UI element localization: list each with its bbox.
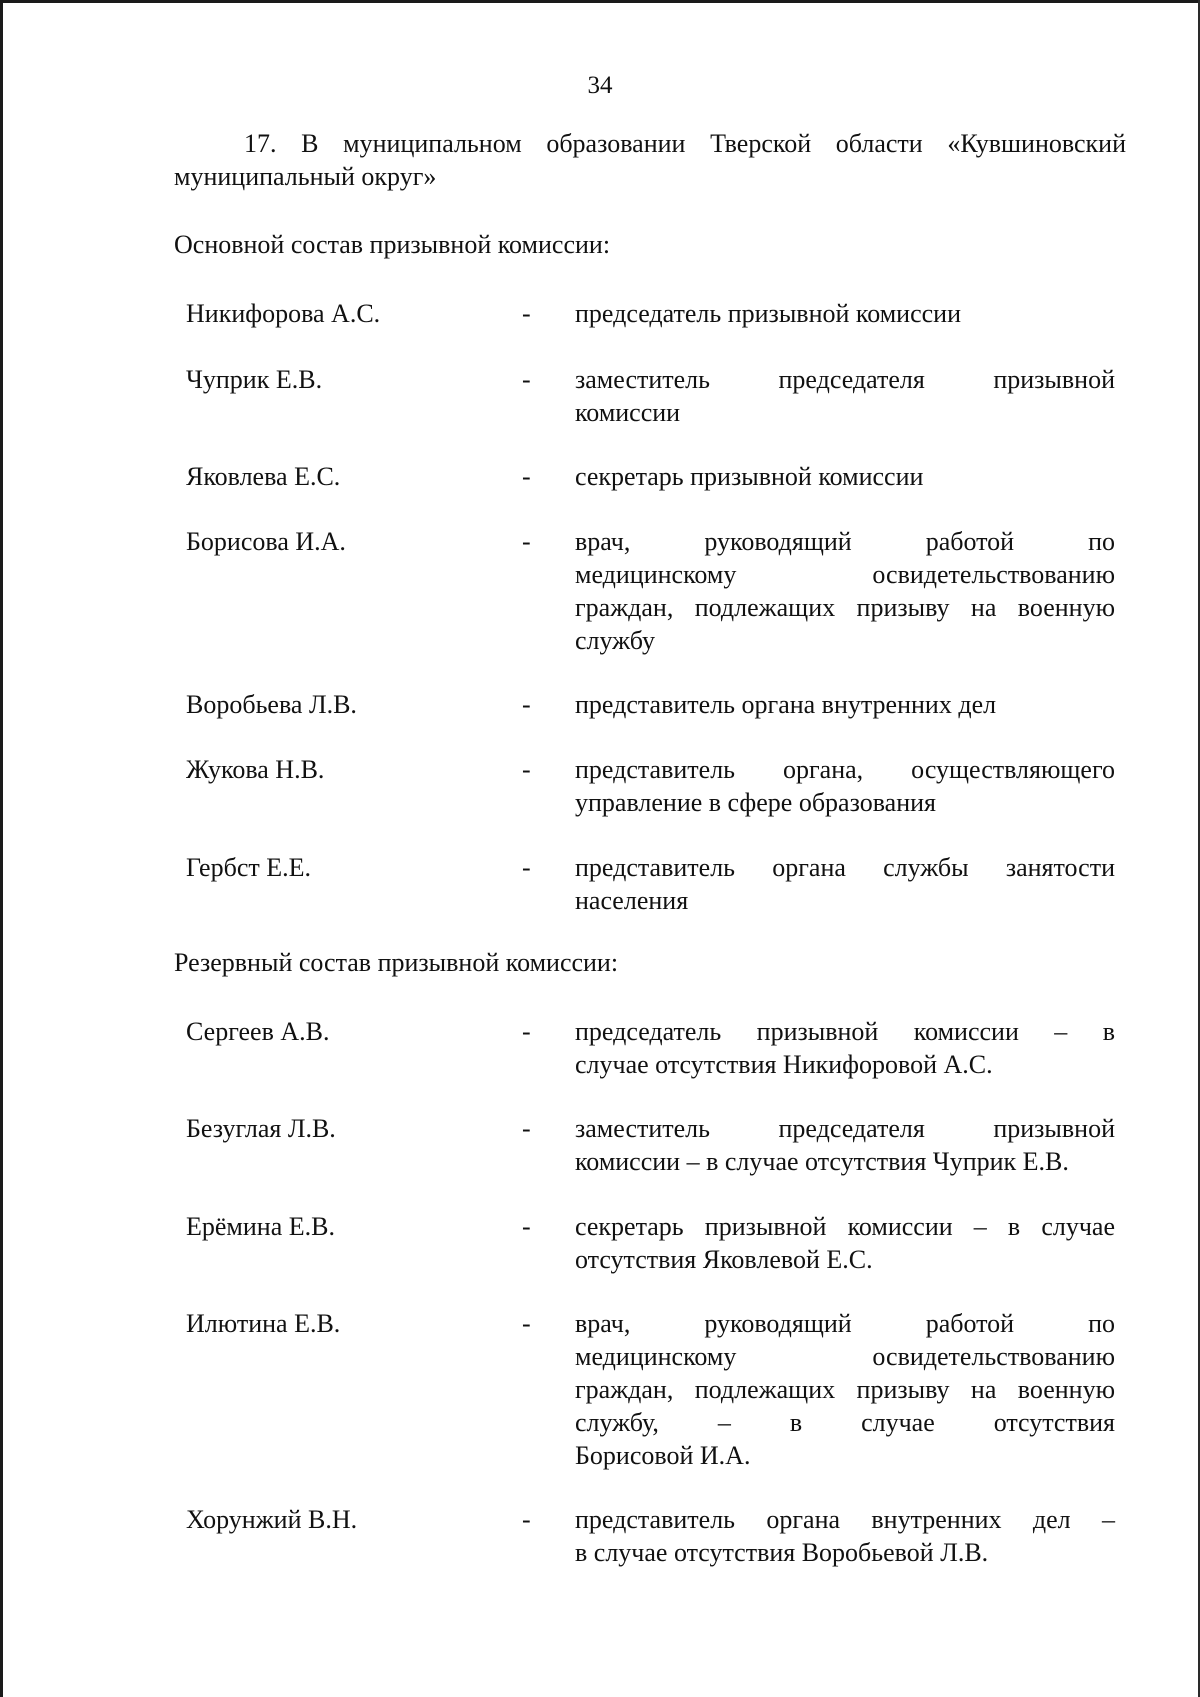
member-dash: - <box>522 365 531 394</box>
member-role <box>575 1210 1115 1276</box>
member-dash: - <box>522 299 531 328</box>
member-dash: - <box>522 1114 531 1143</box>
member-name: Жукова Н.В. <box>186 755 325 784</box>
member-name: Безуглая Л.В. <box>186 1114 336 1143</box>
member-role-line: населения <box>575 886 689 915</box>
member-dash: - <box>522 755 531 784</box>
member-role <box>575 363 1115 429</box>
member-role-line: заместитель председателя призывной <box>575 365 1115 394</box>
member-name: Никифорова А.С. <box>186 299 381 328</box>
member-role-line: медицинскому освидетельствованию <box>575 560 1115 589</box>
member-role-line: граждан, подлежащих призыву на военную <box>575 593 1115 622</box>
member-name: Яковлева Е.С. <box>186 462 341 491</box>
member-dash: - <box>522 853 531 882</box>
member-dash: - <box>522 1309 531 1338</box>
member-role-line: представитель органа службы занятости <box>575 853 1115 882</box>
scan-border-left <box>0 0 3 1697</box>
member-dash: - <box>522 1212 531 1241</box>
member-role <box>575 851 1115 917</box>
member-role-line: представитель органа внутренних дел <box>575 690 997 719</box>
member-role-line: комиссии – в случае отсутствия Чуприк Е.В. <box>575 1147 1069 1176</box>
member-role <box>575 525 1115 657</box>
member-dash: - <box>522 1017 531 1046</box>
member-name: Илютина Е.В. <box>186 1309 341 1338</box>
member-dash: - <box>522 1505 531 1534</box>
member-role-line: службу <box>575 626 656 655</box>
member-role-line: врач, руководящий работой по <box>575 1309 1115 1338</box>
member-role-line: отсутствия Яковлевой Е.С. <box>575 1245 873 1274</box>
member-name: Чуприк Е.В. <box>186 365 323 394</box>
main-composition-title: Основной состав призывной комиссии: <box>174 230 611 259</box>
member-role-line: управление в сфере образования <box>575 788 936 817</box>
member-role <box>575 297 1115 330</box>
member-role-line: представитель органа внутренних дел – <box>575 1505 1115 1534</box>
member-role-line: представитель органа, осуществляющего <box>575 755 1115 784</box>
member-dash: - <box>522 462 531 491</box>
member-role <box>575 1503 1115 1569</box>
member-role-line: секретарь призывной комиссии <box>575 462 924 491</box>
member-role <box>575 753 1115 819</box>
member-dash: - <box>522 690 531 719</box>
member-role-line: службу, – в случае отсутствия <box>575 1408 1115 1437</box>
reserve-composition-title: Резервный состав призывной комиссии: <box>174 948 619 977</box>
member-role-line: председатель призывной комиссии – в <box>575 1017 1115 1046</box>
member-role <box>575 1307 1115 1472</box>
member-name: Сергеев А.В. <box>186 1017 330 1046</box>
member-role <box>575 460 1115 493</box>
member-name: Борисова И.А. <box>186 527 346 556</box>
member-role-line: секретарь призывной комиссии – в случае <box>575 1212 1115 1241</box>
member-role <box>575 1112 1115 1178</box>
member-role-line: заместитель председателя призывной <box>575 1114 1115 1143</box>
section-heading: 17. В муниципальном образовании Тверской области «Кувшиновский муниципальный округ» <box>174 129 1126 191</box>
member-name: Гербст Е.Е. <box>186 853 311 882</box>
member-role-line: граждан, подлежащих призыву на военную <box>575 1375 1115 1404</box>
member-role-line: председатель призывной комиссии <box>575 299 961 328</box>
member-role-line: в случае отсутствия Воробьевой Л.В. <box>575 1538 989 1567</box>
page-number: 34 <box>587 72 613 99</box>
member-role-line: медицинскому освидетельствованию <box>575 1342 1115 1371</box>
member-role-line: комиссии <box>575 398 681 427</box>
member-name: Ерёмина Е.В. <box>186 1212 335 1241</box>
member-name: Воробьева Л.В. <box>186 690 357 719</box>
member-role-line: врач, руководящий работой по <box>575 527 1115 556</box>
member-dash: - <box>522 527 531 556</box>
member-name: Хорунжий В.Н. <box>186 1505 358 1534</box>
scan-border-top <box>0 0 1200 3</box>
member-role <box>575 1015 1115 1081</box>
member-role <box>575 688 1115 721</box>
member-role-line: случае отсутствия Никифоровой А.С. <box>575 1050 993 1079</box>
member-role-line: Борисовой И.А. <box>575 1441 751 1470</box>
